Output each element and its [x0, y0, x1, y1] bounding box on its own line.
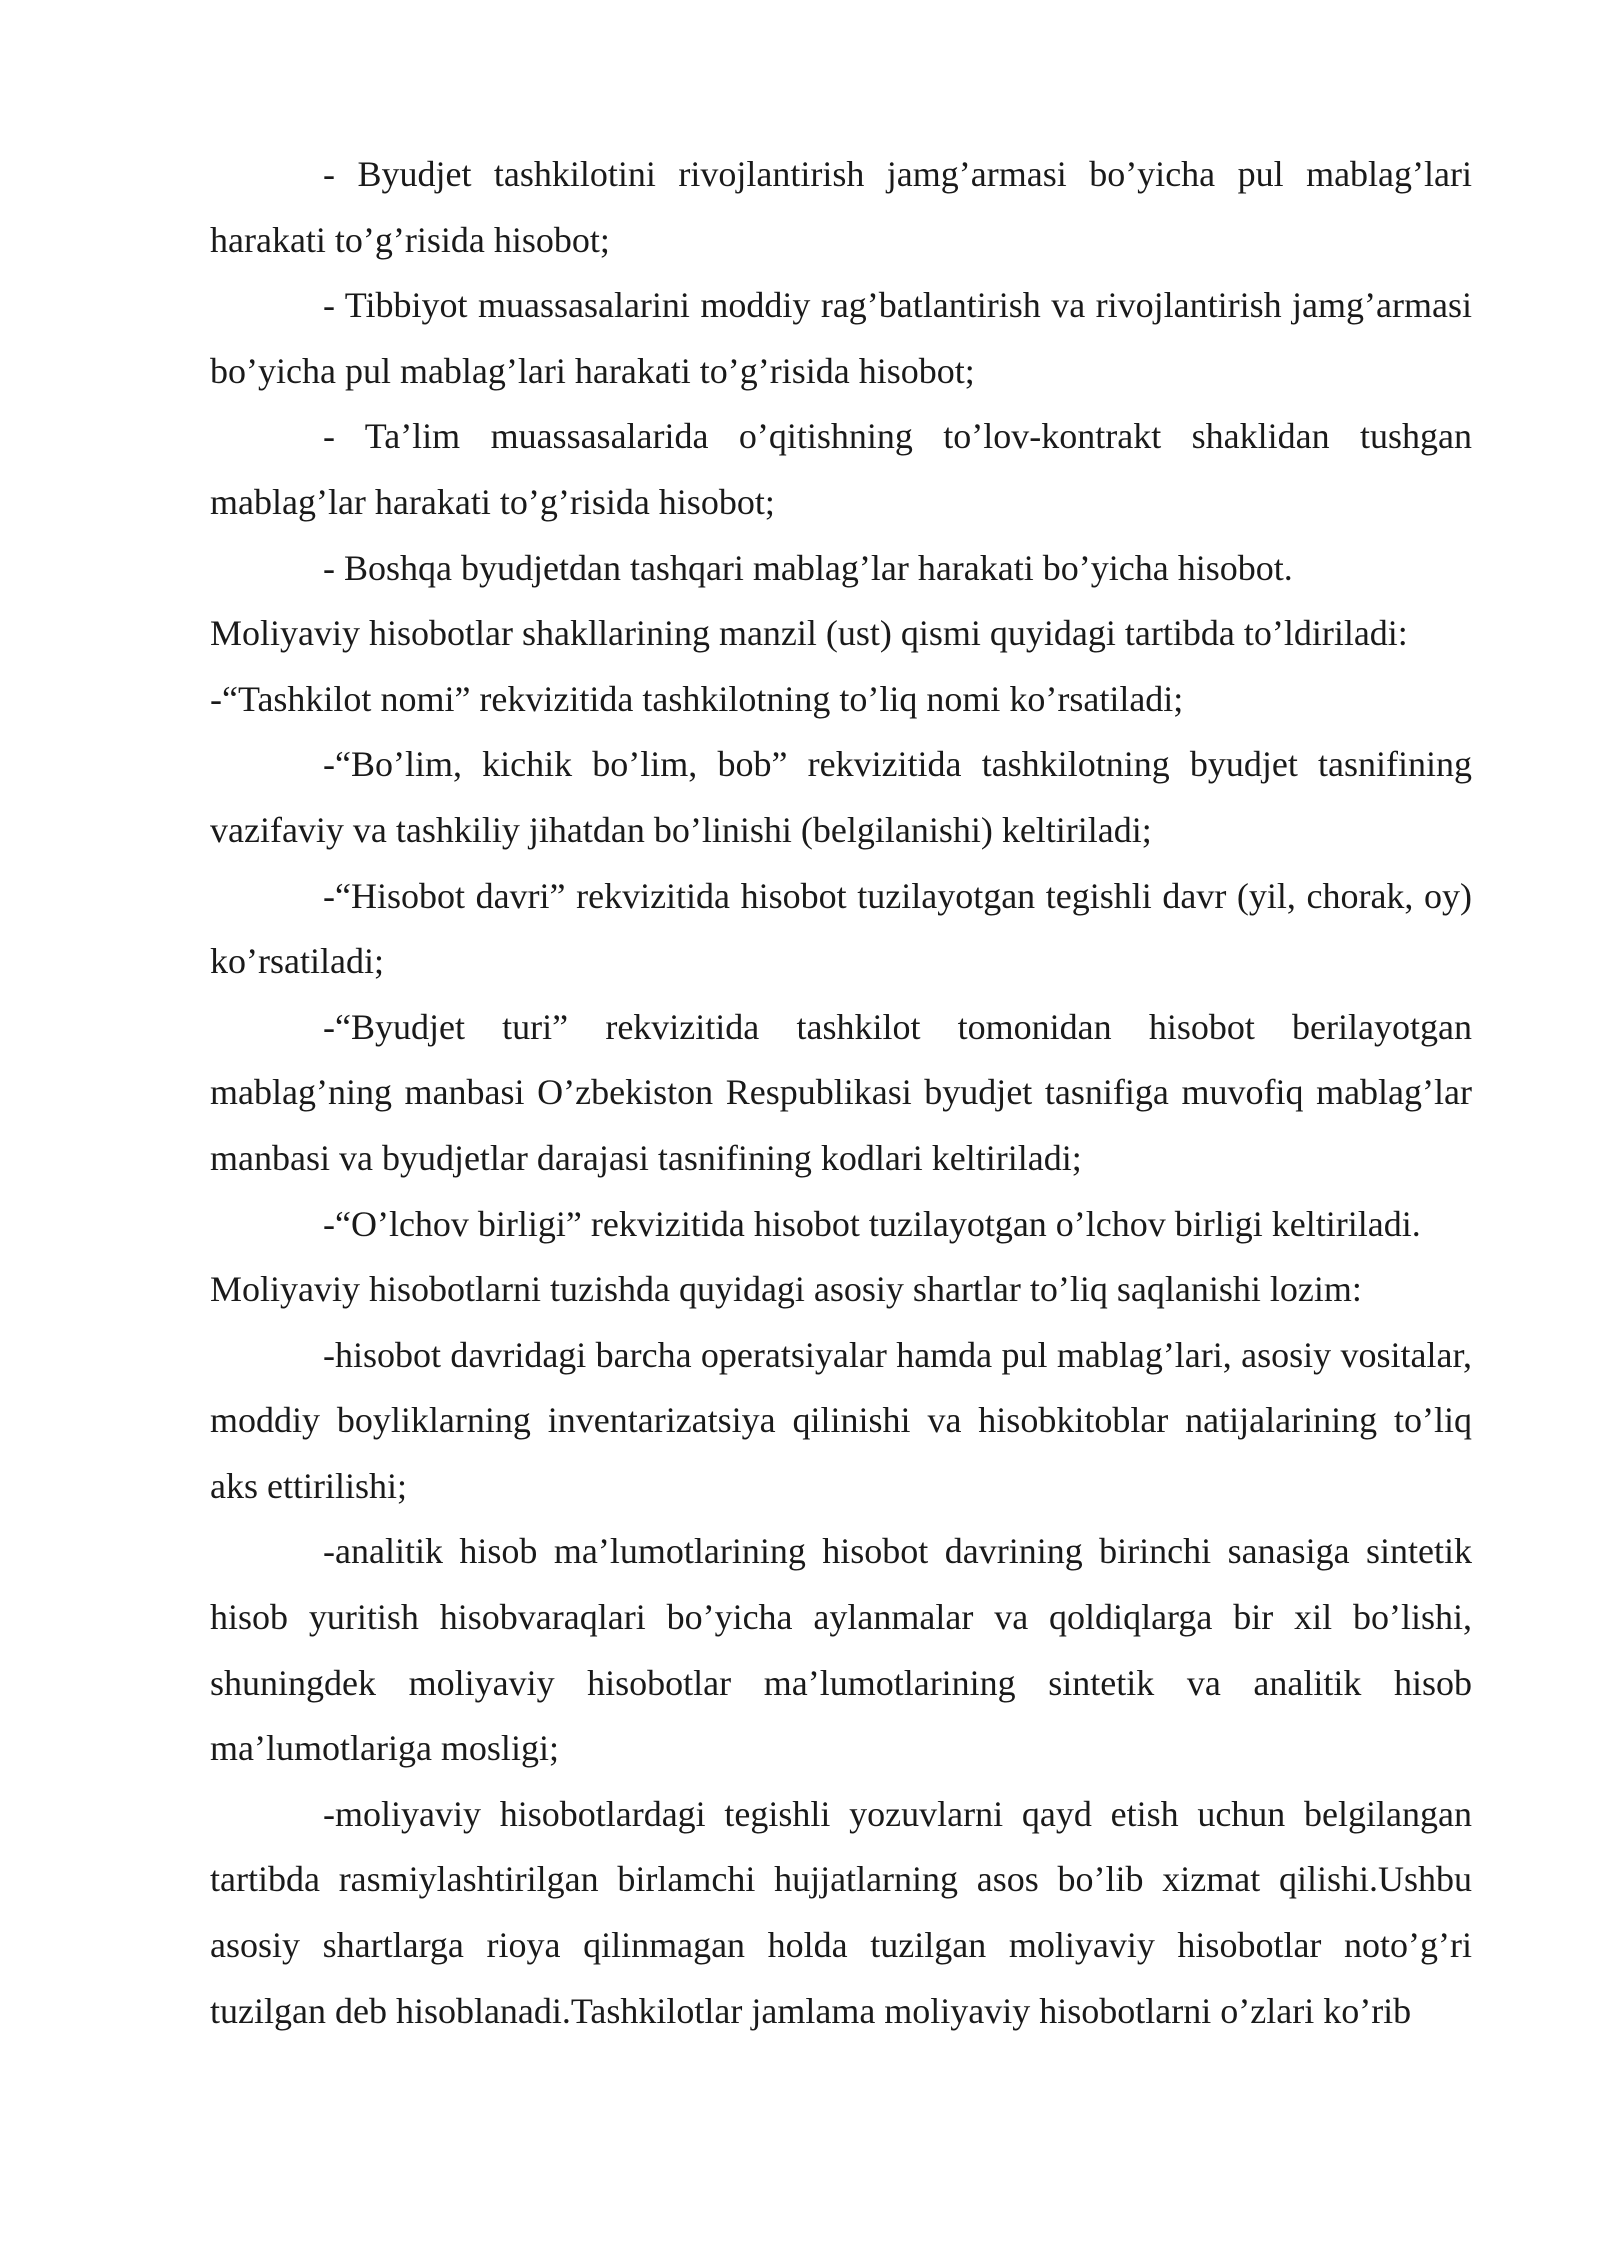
paragraph-2: - Tibbiyot muassasalarini moddiy rag’batlantirish va rivojlantirish jamg’armasi bo’yicha pul mablag’lari harakati to’g’risida hisobot;	[210, 285, 1472, 391]
paragraph-12: -hisobot davridagi barcha operatsiyalar hamda pul mablag’lari, asosiy vositalar, moddiy boyliklarning inventarizatsiya qilinishi va hisobkitoblar natijalarining to’liq aks ettirilishi;	[210, 1334, 1472, 1506]
paragraph-11: Moliyaviy hisobotlarni tuzishda quyidagi asosiy shartlar to’liq saqlanishi lozim:	[210, 1269, 1362, 1310]
paragraph-7: -“Bo’lim, kichik bo’lim, bob” rekvizitida tashkilotning byudjet tasnifining vazifaviy va tashkiliy jihatdan bo’linishi (belgilanishi) keltiriladi;	[210, 744, 1472, 850]
paragraph-9: -“Byudjet turi” rekvizitida tashkilot tomonidan hisobot berilayotgan mablag’ning manbasi O’zbekiston Respublikasi byudjet tasnifiga muvofiq mablag’lar manbasi va byudjetlar darajasi tasnifining kodlari keltiriladi;	[210, 1006, 1472, 1178]
paragraph-8: -“Hisobot davri” rekvizitida hisobot tuzilayotgan tegishli davr (yil, chorak, oy) ko’rsatiladi;	[210, 875, 1472, 982]
paragraph-14: -moliyaviy hisobotlardagi tegishli yozuvlarni qayd etish uchun belgilangan tartibda rasmiylashtirilgan birlamchi hujjatlarning asos bo’lib xizmat qilishi.Ushbu asosiy shartlarga rioya qilinmagan holda tuzilgan moliyaviy hisobotlar noto’g’ri tuzilgan deb hisoblanadi.Tashkilotlar jamlama moliyaviy hisobotlarni o’zlari ko’rib	[210, 1793, 1472, 2031]
paragraph-13: -analitik hisob ma’lumotlarining hisobot davrining birinchi sanasiga sintetik hisob yuritish hisobvaraqlari bo’yicha aylanmalar va qoldiqlarga bir xil bo’lishi, shuningdek moliyaviy hisobotlar ma’lumotlarining sintetik va analitik hisob ma’lumotlariga mosligi;	[210, 1531, 1472, 1769]
paragraph-10: -“O’lchov birligi” rekvizitida hisobot tuzilayotgan o’lchov birligi keltiriladi.	[323, 1203, 1421, 1244]
document-page	[210, 142, 1472, 2044]
paragraph-6: -“Tashkilot nomi” rekvizitida tashkilotning to’liq nomi ko’rsatiladi;	[210, 678, 1184, 719]
paragraph-1: - Byudjet tashkilotini rivojlantirish jamg’armasi bo’yicha pul mablag’lari harakati to’g’risida hisobot;	[210, 154, 1472, 260]
paragraph-5: Moliyaviy hisobotlar shakllarining manzil (ust) qismi quyidagi tartibda to’ldiriladi:	[210, 613, 1408, 654]
paragraph-3: - Ta’lim muassasalarida o’qitishning to’lov-kontrakt shaklidan tushgan mablag’lar harakati to’g’risida hisobot;	[210, 416, 1472, 522]
paragraph-4: - Boshqa byudjetdan tashqari mablag’lar harakati bo’yicha hisobot.	[323, 547, 1293, 588]
